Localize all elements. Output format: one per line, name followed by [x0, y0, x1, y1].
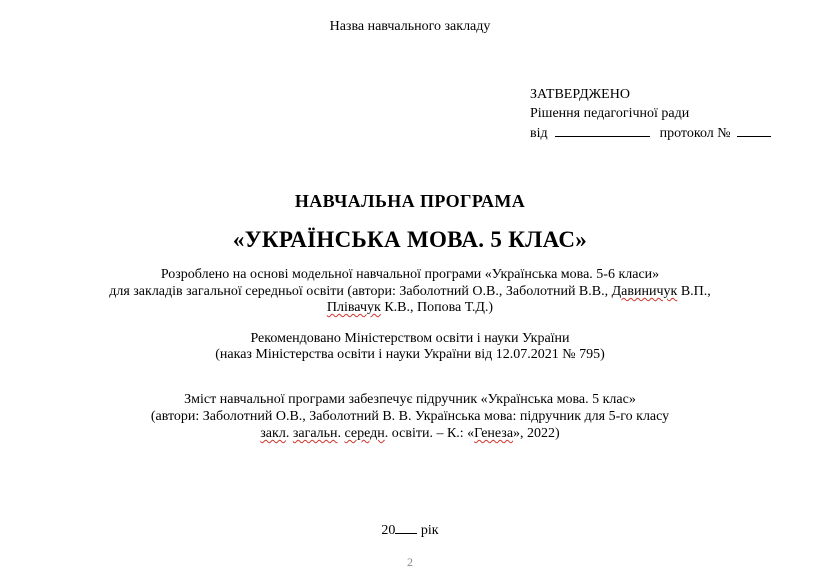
abbr-spellcheck: закл [260, 426, 286, 441]
developed-line-3-text: К.В., Попова Т.Д.) [380, 300, 494, 315]
content-line-3-end: », 2022) [513, 426, 560, 441]
abbr-spellcheck: загальн [292, 426, 338, 441]
author-name-spellcheck: Давиничук [611, 284, 678, 299]
year-line [0, 520, 820, 539]
content-line-3 [0, 425, 820, 442]
date-blank-line [555, 123, 650, 137]
content-line-3-sep: . [285, 426, 293, 441]
approval-from-label: від [530, 126, 548, 141]
protocol-blank-line [737, 123, 771, 137]
developed-line-2-text: для закладів загальної середньої освіти (автори: Заболотний О.В., Заболотний В.В., [109, 284, 612, 299]
document-title: НАВЧАЛЬНА ПРОГРАМА [294, 191, 526, 211]
approval-heading: ЗАТВЕРДЖЕНО [530, 87, 630, 102]
recommended-line-2: (наказ Міністерства освіти і науки України від 12.07.2021 № 795) [215, 347, 605, 362]
content-line-3-text: . освіти. – К.: « [384, 426, 475, 441]
subject-title: «УКРАЇНСЬКА МОВА. 5 КЛАС» [232, 227, 588, 252]
recommended-line-1: Рекомендовано Міністерством освіти і науки України [250, 331, 570, 346]
approval-date-protocol [530, 123, 771, 142]
page-number: 2 [407, 555, 413, 569]
protocol-label: протокол № [659, 126, 731, 141]
year-blank-line [395, 520, 417, 534]
publisher-spellcheck: Генеза [474, 426, 514, 441]
institution-name: Назва навчального закладу [329, 19, 491, 34]
developed-line-3 [0, 299, 820, 316]
author-name-spellcheck: Плівачук [326, 300, 381, 315]
developed-line-2-end: В.П., [677, 284, 711, 299]
approval-decision: Рішення педагогічної ради [530, 106, 690, 121]
developed-line-1: Розроблено на основі модельної навчальної програми «Українська мова. 5-6 класи» [160, 267, 660, 282]
year-prefix: 20 [381, 523, 396, 538]
year-suffix: рік [417, 523, 439, 538]
content-line-1: Зміст навчальної програми забезпечує підручник «Українська мова. 5 клас» [184, 392, 636, 407]
content-line-3-sep: . [337, 426, 345, 441]
content-line-2: (автори: Заболотний О.В., Заболотний В. В. Українська мова: підручник для 5-го класу [150, 409, 670, 424]
developed-line-2 [0, 283, 820, 300]
abbr-spellcheck: середн [344, 426, 385, 441]
